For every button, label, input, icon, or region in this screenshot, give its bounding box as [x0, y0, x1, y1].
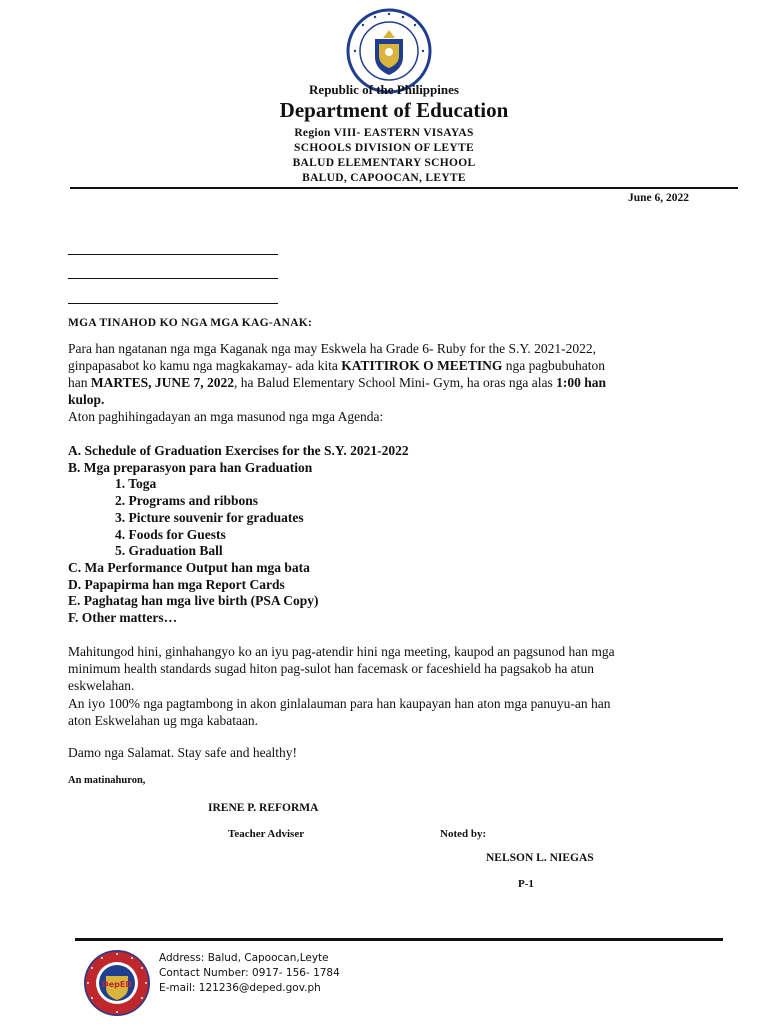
department-title: Department of Education — [279, 98, 509, 122]
meeting-emphasis: KATITIROK O MEETING — [341, 358, 503, 373]
footer-address: Address: Balud, Capoocan,Leyte — [159, 952, 329, 964]
intro-paragraph — [68, 340, 748, 425]
principal-name: NELSON L. NIEGAS — [486, 852, 594, 864]
intro-line-1: Para han ngatanan nga mga Kaganak nga may Eskwela ha Grade 6- Ruby for the S.Y. 2021-2022, — [68, 341, 596, 356]
agenda-item: B. Mga preparasyon para han Graduation — [68, 459, 313, 475]
footer-phone: Contact Number: 0917- 156- 1784 — [159, 967, 340, 979]
recipient-blank-2 — [68, 278, 278, 279]
agenda-item: C. Ma Performance Output han mga bata — [68, 559, 310, 575]
letter-date: June 6, 2022 — [628, 192, 690, 204]
agenda-item: A. Schedule of Graduation Exercises for the S.Y. 2021-2022 — [68, 443, 409, 458]
intro-line-2: ginpapasabot ko kamu nga magkakamay- ada kita KATITIROK O MEETING nga pagbubuhaton — [68, 358, 606, 373]
intro-line-4: kulop. — [68, 392, 105, 407]
closing-paragraph: Mahitungod hini, ginhahangyo ko an iyu pag-atendir hini nga meeting, kaupod an pagsunod han mga minimum health standards sugad hiton pag-sulot han facemask or faceshield ha pagsakob ha atun eskwelahan. An iyo 100% nga pagtambong in akon ginlalauman para han kaupayan han aton mga panuyu-an han aton Eskwelahan ug mga kabataan. — [68, 644, 615, 728]
region-line: Region VIII- EASTERN VISAYAS — [294, 127, 474, 139]
svg-text:DepED: DepED — [102, 980, 132, 989]
teacher-name: IRENE P. REFORMA — [208, 802, 319, 814]
agenda-item: F. Other matters… — [68, 610, 178, 626]
republic-line: Republic of the Philippines — [309, 82, 459, 97]
recipient-blank-3 — [68, 303, 278, 304]
intro-line-3: han MARTES, JUNE 7, 2022, ha Balud Elementary School Mini- Gym, ha oras nga alas 1:00 han — [68, 375, 606, 390]
meeting-date-emphasis: MARTES, JUNE 7, 2022 — [90, 375, 235, 390]
footer-divider — [75, 938, 723, 941]
school-line: BALUD ELEMENTARY SCHOOL — [292, 157, 476, 169]
agenda-item: E. Paghatag han mga live birth (PSA Copy) — [68, 593, 319, 609]
meeting-time-emphasis: 1:00 han — [556, 375, 606, 390]
noted-by-label: Noted by: — [440, 828, 487, 840]
recipient-blank-1 — [68, 254, 278, 255]
header-divider — [70, 187, 738, 189]
agenda-subitem: 4. Foods for Guests — [115, 526, 226, 542]
agenda-subitem: 3. Picture souvenir for graduates — [115, 509, 304, 525]
school-logo — [82, 948, 152, 1018]
agenda-subitem: 2. Programs and ribbons — [115, 493, 259, 509]
division-line: SCHOOLS DIVISION OF LEYTE — [294, 142, 474, 154]
intro-line-5: Aton paghihingadayan an mga masunod nga mga Agenda: — [68, 409, 384, 424]
school-address-line: BALUD, CAPOOCAN, LEYTE — [302, 172, 466, 184]
agenda-item: D. Papapirma han mga Report Cards — [68, 576, 285, 592]
thanks-line: Damo nga Salamat. Stay safe and healthy! — [68, 745, 298, 760]
principal-title: P-1 — [518, 878, 534, 890]
teacher-title: Teacher Adviser — [228, 828, 305, 840]
footer-email[interactable]: E-mail: 121236@deped.gov.ph — [159, 982, 321, 994]
agenda-subitem: 1. Toga — [115, 476, 157, 492]
salutation: MGA TINAHOD KO NGA MGA KAG-ANAK: — [68, 317, 313, 329]
footer-contact — [159, 951, 340, 996]
complimentary-close: An matinahuron, — [68, 775, 146, 786]
agenda-subitem: 5. Graduation Ball — [115, 543, 223, 559]
agenda-list — [68, 443, 668, 627]
